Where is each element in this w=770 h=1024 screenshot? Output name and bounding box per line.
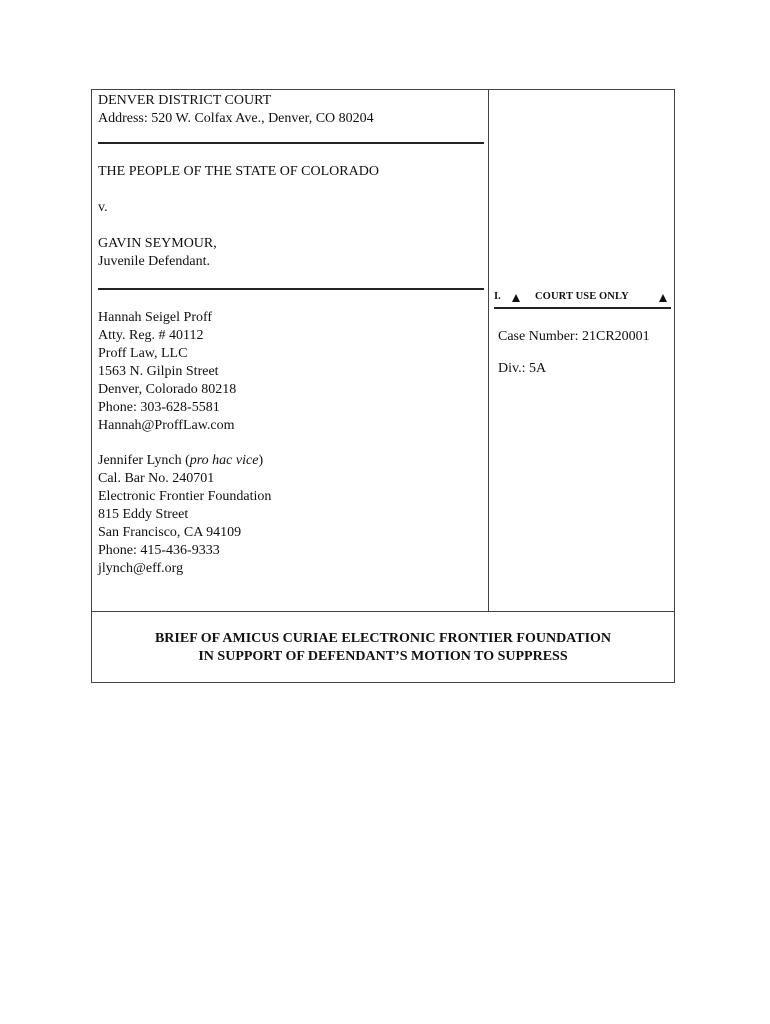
court-use-only-label [494, 290, 669, 308]
attorney1-name: Hannah Seigel Proff [98, 310, 213, 325]
court-address: Address: 520 W. Colfax Ave., Denver, CO 80204 [98, 111, 374, 126]
caption-box [91, 89, 675, 683]
plaintiff: THE PEOPLE OF THE STATE OF COLORADO [98, 164, 379, 179]
attorney2-city: San Francisco, CA 94109 [98, 525, 242, 540]
title-divider [92, 611, 674, 612]
brief-title-line2: IN SUPPORT OF DEFENDANT’S MOTION TO SUPPRESS [198, 649, 568, 664]
court-use-text: COURT USE ONLY [535, 291, 629, 302]
attorney2-street: 815 Eddy Street [98, 507, 189, 522]
attorney1-street: 1563 N. Gilpin Street [98, 364, 219, 379]
attorney2-email: jlynch@eff.org [98, 561, 184, 576]
attorney1-email: Hannah@ProffLaw.com [98, 418, 235, 433]
brief-title-line1: BRIEF OF AMICUS CURIAE ELECTRONIC FRONTIER FOUNDATION [154, 631, 612, 646]
attorney1-firm: Proff Law, LLC [98, 346, 188, 361]
case-number: Case Number: 21CR20001 [498, 329, 650, 344]
attorney1-city: Denver, Colorado 80218 [98, 382, 237, 397]
up-arrow-icon [512, 294, 520, 302]
attorney2-bar: Cal. Bar No. 240701 [98, 471, 215, 486]
attorney2-org: Electronic Frontier Foundation [98, 489, 272, 504]
section-rule-2 [98, 288, 484, 290]
column-divider [488, 90, 489, 612]
defendant-name: GAVIN SEYMOUR, [98, 236, 217, 251]
versus: v. [98, 200, 108, 215]
court-name: DENVER DISTRICT COURT [98, 93, 272, 108]
court-use-rule [494, 307, 671, 309]
division: Div.: 5A [498, 361, 547, 376]
attorney1-reg: Atty. Reg. # 40112 [98, 328, 204, 343]
section-rule-1 [98, 142, 484, 144]
attorney2-name: Jennifer Lynch (pro hac vice) [98, 453, 264, 468]
attorney2-phone: Phone: 415-436-9333 [98, 543, 220, 558]
court-use-mark: I. [494, 291, 501, 302]
defendant-role: Juvenile Defendant. [98, 254, 210, 269]
attorney1-phone: Phone: 303-628-5581 [98, 400, 220, 415]
up-arrow-icon [659, 294, 667, 302]
